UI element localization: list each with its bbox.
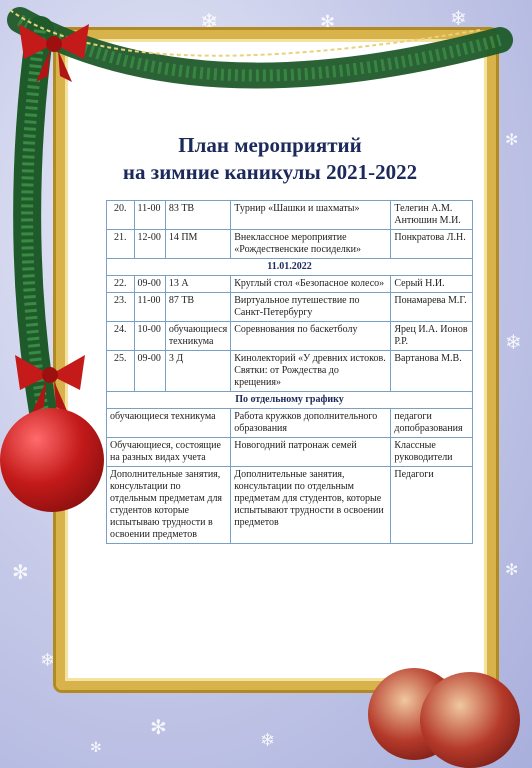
event-responsible: Понкратова Л.Н. <box>391 230 473 259</box>
page-title: План мероприятий <box>178 133 362 157</box>
activity: Дополнительные занятия, консультации по отдельным предметам для студентов, которые испытывают трудности в освоении предметов <box>231 467 391 544</box>
table-row <box>107 201 473 230</box>
snowflake-icon: ✻ <box>12 560 29 584</box>
event-time: 11-00 <box>134 201 165 230</box>
responsible: педагоги допобразования <box>391 409 473 438</box>
snowflake-icon: ✻ <box>320 12 336 33</box>
event-group: 3 Д <box>165 351 230 392</box>
date-header: 11.01.2022 <box>107 259 473 276</box>
event-group: 83 ТВ <box>165 201 230 230</box>
events-table <box>106 200 473 544</box>
responsible: Педагоги <box>391 467 473 544</box>
snowflake-icon: ❄ <box>200 10 219 35</box>
activity: Работа кружков дополнительного образования <box>231 409 391 438</box>
event-title: Внеклассное мероприятие «Рождественские посиделки» <box>231 230 391 259</box>
snowflake-icon: ❄ <box>40 650 56 671</box>
red-bow-icon <box>14 14 94 84</box>
participants: Обучающиеся, состоящие на разных видах учета <box>107 438 231 467</box>
event-title: Турнир «Шашки и шахматы» <box>231 201 391 230</box>
snowflake-icon: ❄ <box>450 6 467 30</box>
table-row <box>107 322 473 351</box>
table-row <box>107 467 473 544</box>
row-number: 21. <box>107 230 135 259</box>
event-group: обучающиеся техникума <box>165 322 230 351</box>
table-row <box>107 351 473 392</box>
participants: Дополнительные занятия, консультации по отдельным предметам для студентов которые испытываю трудности в освоении предметов <box>107 467 231 544</box>
event-time: 09-00 <box>134 351 165 392</box>
row-number: 20. <box>107 201 135 230</box>
event-responsible: Вартанова М.В. <box>391 351 473 392</box>
table-section-row <box>107 392 473 409</box>
event-title: Виртуальное путешествие по Санкт-Петербургу <box>231 293 391 322</box>
snowflake-icon: ❄ <box>260 730 276 751</box>
page-subtitle: на зимние каникулы 2021-2022 <box>122 160 418 184</box>
event-group: 14 ПМ <box>165 230 230 259</box>
event-time: 12-00 <box>134 230 165 259</box>
event-time: 11-00 <box>134 293 165 322</box>
snowflake-icon: ✻ <box>505 560 519 579</box>
event-title: Круглый стол «Безопасное колесо» <box>231 276 391 293</box>
activity: Новогодний патронаж семей <box>231 438 391 467</box>
event-responsible: Понамарева М.Г. <box>391 293 473 322</box>
event-time: 09-00 <box>134 276 165 293</box>
event-title: Соревнования по баскетболу <box>231 322 391 351</box>
row-number: 22. <box>107 276 135 293</box>
snowflake-icon: ✻ <box>150 715 167 739</box>
row-number: 23. <box>107 293 135 322</box>
row-number: 24. <box>107 322 135 351</box>
event-responsible: Телегин А.М. Антюшин М.И. <box>391 201 473 230</box>
red-bauble-icon <box>420 672 520 768</box>
schedule-section-header: По отдельному графику <box>107 392 473 409</box>
red-bauble-icon <box>0 408 104 512</box>
event-group: 87 ТВ <box>165 293 230 322</box>
participants: обучающиеся техникума <box>107 409 231 438</box>
table-row <box>107 276 473 293</box>
snowflake-icon: ❄ <box>505 330 522 354</box>
event-title: Кинолекторий «У древних истоков. Святки: от Рождества до крещения» <box>231 351 391 392</box>
snowflake-icon: ❄ <box>30 270 46 291</box>
table-row <box>107 438 473 467</box>
table-section-row <box>107 259 473 276</box>
event-responsible: Серый Н.И. <box>391 276 473 293</box>
responsible: Классные руководители <box>391 438 473 467</box>
row-number: 25. <box>107 351 135 392</box>
snowflake-icon: ✻ <box>90 740 102 756</box>
event-group: 13 А <box>165 276 230 293</box>
table-row <box>107 409 473 438</box>
table-row <box>107 230 473 259</box>
table-row <box>107 293 473 322</box>
event-responsible: Ярец И.А. Ионов Р.Р. <box>391 322 473 351</box>
event-time: 10-00 <box>134 322 165 351</box>
red-bow-icon <box>10 345 90 415</box>
snowflake-icon: ✻ <box>505 130 519 149</box>
